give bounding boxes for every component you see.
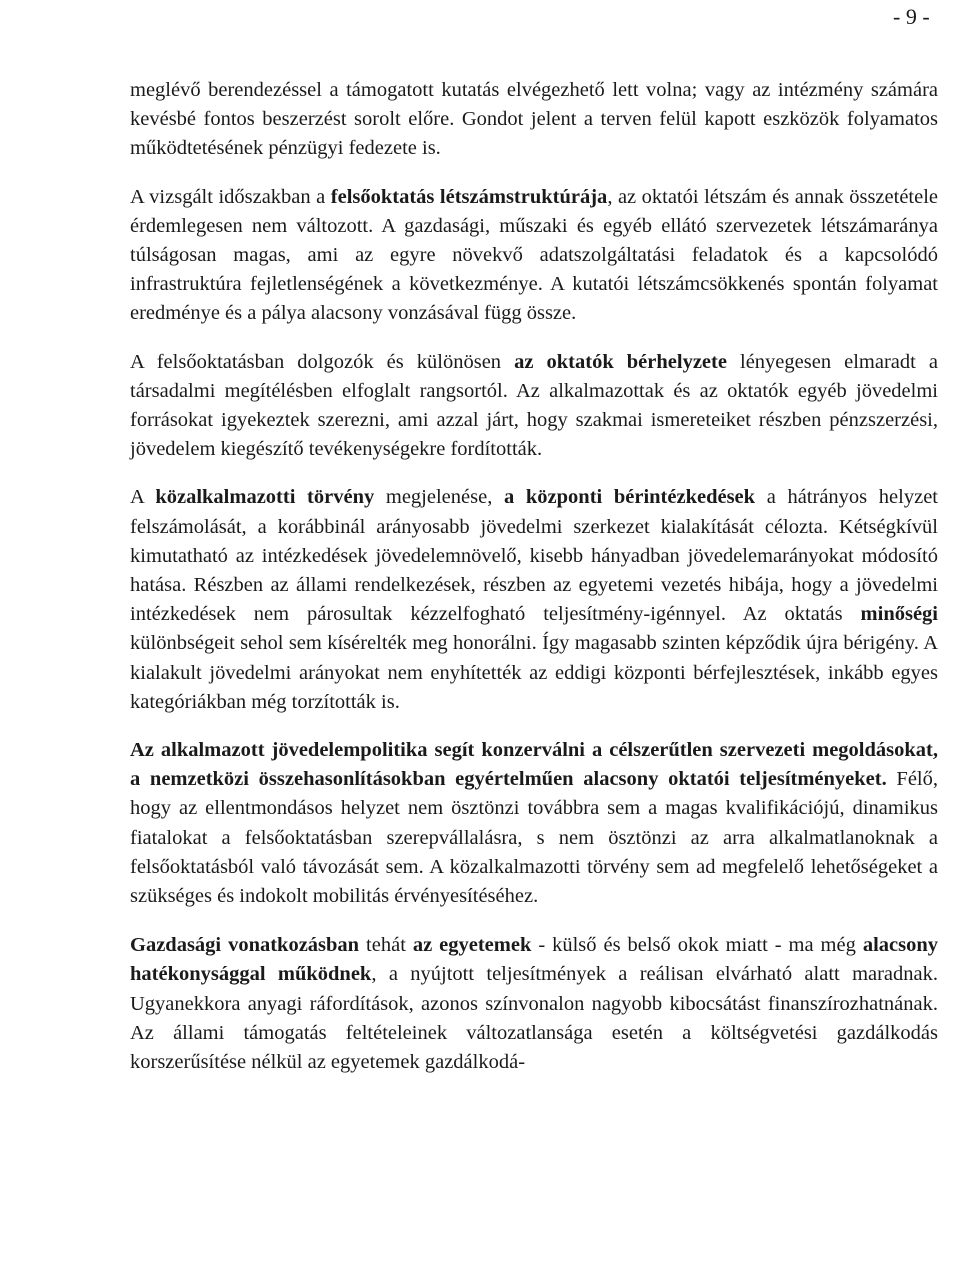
paragraph-text: tehát (359, 934, 413, 957)
bold-phrase: az oktatók bérhelyzete (514, 350, 727, 373)
paragraph-4 (130, 483, 938, 717)
paragraph-3 (130, 348, 938, 465)
paragraph-text: A vizsgált időszakban a (130, 185, 331, 208)
bold-phrase: felsőoktatás létszámstruktúrája (330, 185, 608, 208)
bold-phrase: a központi bérintézkedések (503, 486, 756, 509)
paragraph-text: különbségeit sehol sem kísérelték meg honorálni. Így magasabb szinten képződik újra bérigény. A kialakult jövedelmi arányokat nem enyhítették az eddigi központi bérfejlesztések, inkább egyes kategóriákban még torzították is. (130, 632, 938, 713)
paragraph-text: , az oktatói létszám és annak összetétele érdemlegesen nem változott. A gazdasági, műszaki és egyéb ellátó szervezetek létszámaránya túlságosan magas, ami az egyre növekvő adatszolgáltatási feladatok és a kapcsolódó infrastruktúra fejletlenségének a következménye. A kutatói létszámcsökkenés spontán folyamat eredménye és a pálya alacsony vonzásával függ össze. (130, 185, 939, 325)
bold-phrase: közalkalmazotti törvény (155, 486, 375, 509)
paragraph-text: lényegesen elmaradt a társadalmi megítélésben elfoglalt rangsortól. Az alkalmazottak és az oktatók egyéb jövedelmi forrásokat igyekeztek szerezni, ami azzal járt, hogy szakmai ismereteiket részben pénzszerzési, jövedelem kiegészítő tevékenységekre fordították. (130, 350, 938, 461)
bold-phrase: alacsony hatékonysággal működnek (130, 934, 938, 986)
bold-phrase: minőségi (860, 603, 938, 626)
paragraph-text: a hátrányos helyzet felszámolását, a korábbinál arányosabb jövedelmi szerkezet kialakítását célozta. Kétségkívül kimutatható az intézkedések jövedelemnövelő, kisebb hányadban jövedelemarányokat módosító hatása. Részben az állami rendelkezések, részben az egyetemi vezetés hibája, hogy a jövedelmi intézkedések nem párosultak kézzelfogható teljesítmény-igénnyel. Az oktatás (130, 486, 939, 626)
paragraph-2 (130, 183, 938, 329)
bold-phrase: Gazdasági vonatkozásban (130, 934, 360, 957)
paragraph-text: Félő, hogy az ellentmondásos helyzet nem ösztönzi továbbra sem a magas kvalifikációjú, dinamikus fiatalokat a felsőoktatásban szerepvállalásra, s nem ösztönzi az arra alkalmatlanoknak a felsőoktatásból való távozását sem. A közalkalmazotti törvény sem ad megfelelő lehetőségeket a szükséges és indokolt mobilitás érvényesítéséhez. (130, 768, 938, 908)
paragraph-6 (130, 931, 938, 1077)
paragraph-1 (130, 76, 938, 164)
bold-phrase: Az alkalmazott jövedelempolitika segít konzerválni a célszerűtlen szervezeti megoldásokat, a nemzetközi összehasonlításokban egyértelműen alacsony oktatói teljesítményeket. (130, 739, 938, 791)
bold-phrase: az egyetemek (412, 934, 532, 957)
paragraph-text: - külső és belső okok miatt - ma még (531, 934, 863, 957)
paragraph-text: A (130, 486, 156, 509)
paragraph-text: megjelenése, (374, 486, 504, 509)
paragraph-5 (130, 736, 938, 911)
paragraph-text: , a nyújtott teljesítmények a reálisan elvárható alatt maradnak. Ugyanekkora anyagi ráfordítások, azonos színvonalon nagyobb kibocsátást finanszírozhatnának. Az állami támogatás feltételeinek változatlansága esetén a költségvetési gazdálkodás korszerűsítése nélkül az egyetemek gazdálkodá- (130, 963, 939, 1074)
document-body (130, 76, 938, 1077)
page-number: - 9 - (893, 4, 930, 29)
paragraph-text: A felsőoktatásban dolgozók és különösen (130, 350, 515, 373)
paragraph-text: meglévő berendezéssel a támogatott kutatás elvégezhető lett volna; vagy az intézmény számára kevésbé fontos beszerzést sorolt előre. Gondot jelent a terven felül kapott eszközök folyamatos működtetésének pénzügyi fedezete is. (130, 79, 938, 160)
